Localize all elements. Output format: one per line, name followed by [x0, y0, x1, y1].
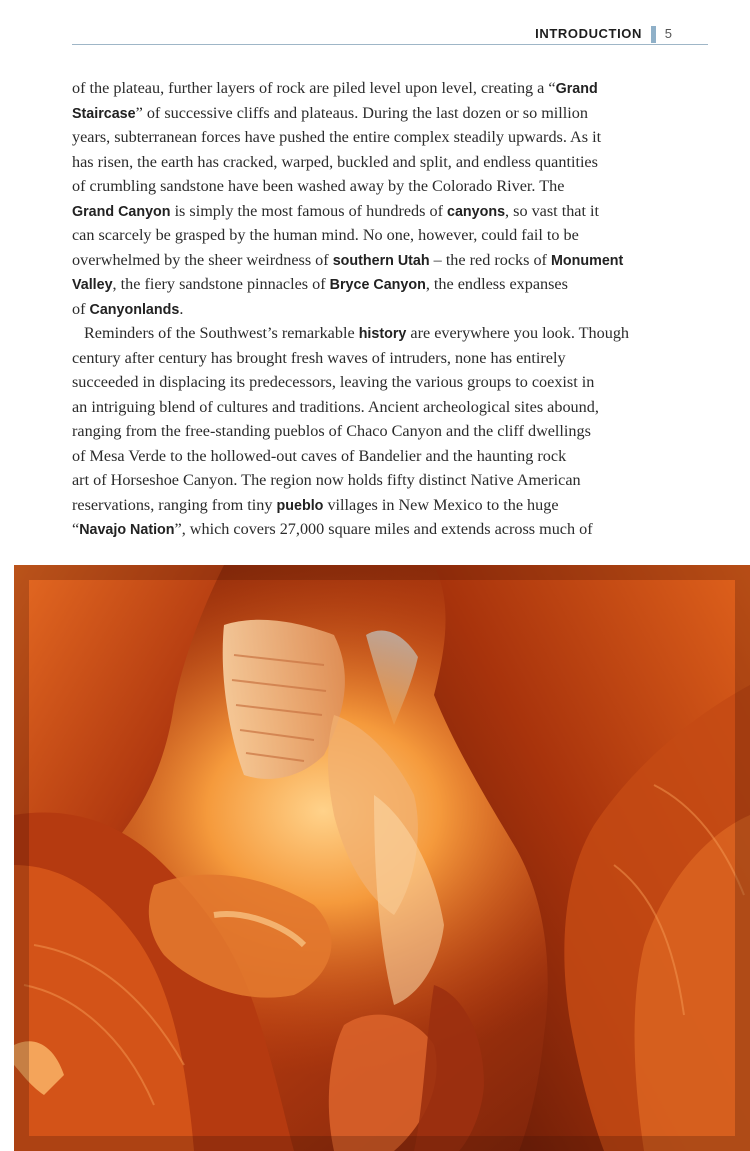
body-text	[72, 76, 702, 542]
text-run: succeeded in displacing its predecessors, leaving the various groups to coexist in	[72, 373, 595, 391]
header-accent-bar	[651, 26, 656, 43]
keyword: pueblo	[276, 497, 324, 514]
slot-canyon-illustration	[14, 565, 750, 1151]
text-run: .	[179, 299, 184, 318]
keyword: Grand	[555, 81, 598, 97]
section-label: INTRODUCTION	[535, 26, 642, 41]
text-line	[72, 493, 702, 518]
keyword: Grand Canyon	[72, 203, 171, 220]
keyword: southern Utah	[332, 252, 430, 269]
canyon-photo	[14, 565, 750, 1151]
text-run: ranging from the free-standing pueblos of Chaco Canyon and the cliff dwellings	[72, 422, 591, 440]
keyword: Monument	[551, 252, 624, 269]
text-run: , the fiery sandstone pinnacles of	[112, 275, 330, 293]
text-run: overwhelmed by the sheer weirdness of	[72, 250, 333, 269]
text-run: is simply the most famous of hundreds of	[170, 201, 448, 220]
keyword: Staircase	[72, 105, 136, 122]
text-run: , the endless expanses	[425, 275, 568, 293]
text-run: years, subterranean forces have pushed the entire complex steadily upwards. As it	[72, 128, 602, 146]
text-line	[72, 223, 702, 248]
text-run: century after century has brought fresh waves of intruders, none has entirely	[72, 348, 566, 367]
keyword: history	[358, 326, 407, 342]
text-run: can scarcely be grasped by the human mind. No one, however, could fail to be	[72, 226, 579, 244]
keyword: Bryce Canyon	[329, 277, 426, 293]
text-run: of crumbling sandstone have been washed away by the Colorado River. The	[72, 177, 565, 195]
keyword: Canyonlands	[89, 301, 180, 318]
text-line	[72, 419, 702, 444]
keyword: Navajo Nation	[79, 522, 175, 538]
text-line	[72, 150, 702, 175]
text-line	[72, 125, 702, 150]
text-line	[72, 517, 702, 542]
text-run: of the plateau, further layers of rock are piled level upon level, creating a “	[72, 79, 556, 97]
text-run: has risen, the earth has cracked, warped, buckled and split, and endless quantities	[72, 152, 598, 171]
text-run: “	[72, 520, 80, 538]
keyword: Valley	[72, 277, 113, 293]
text-run: ” of successive cliffs and plateaus. During the last dozen or so million	[135, 103, 588, 122]
text-line	[72, 272, 702, 297]
text-line	[72, 76, 702, 101]
text-line	[72, 174, 702, 199]
text-run: an intriguing blend of cultures and traditions. Ancient archeological sites abound,	[72, 397, 599, 416]
text-line	[72, 321, 702, 346]
text-line	[72, 444, 702, 469]
text-run: art of Horseshoe Canyon. The region now holds fifty distinct Native American	[72, 471, 581, 489]
text-run: of	[72, 299, 90, 318]
text-run: of Mesa Verde to the hollowed-out caves of Bandelier and the haunting rock	[72, 446, 567, 465]
text-run: reservations, ranging from tiny	[72, 495, 277, 514]
text-line	[72, 468, 702, 493]
text-run: – the red rocks of	[429, 250, 551, 269]
text-run: ”, which covers 27,000 square miles and extends across much of	[174, 520, 593, 538]
text-line	[72, 297, 702, 322]
keyword: canyons	[447, 203, 506, 220]
text-run: are everywhere you look. Though	[406, 324, 630, 342]
text-run: villages in New Mexico to the huge	[323, 495, 559, 514]
page-number: 5	[664, 26, 672, 41]
running-head	[72, 24, 708, 45]
text-line	[72, 101, 702, 126]
text-run: , so vast that it	[505, 201, 600, 220]
text-line	[72, 199, 702, 224]
text-run: Reminders of the Southwest’s remarkable	[84, 324, 359, 342]
text-line	[72, 346, 702, 371]
text-line	[72, 370, 702, 395]
text-line	[72, 248, 702, 273]
text-line	[72, 395, 702, 420]
